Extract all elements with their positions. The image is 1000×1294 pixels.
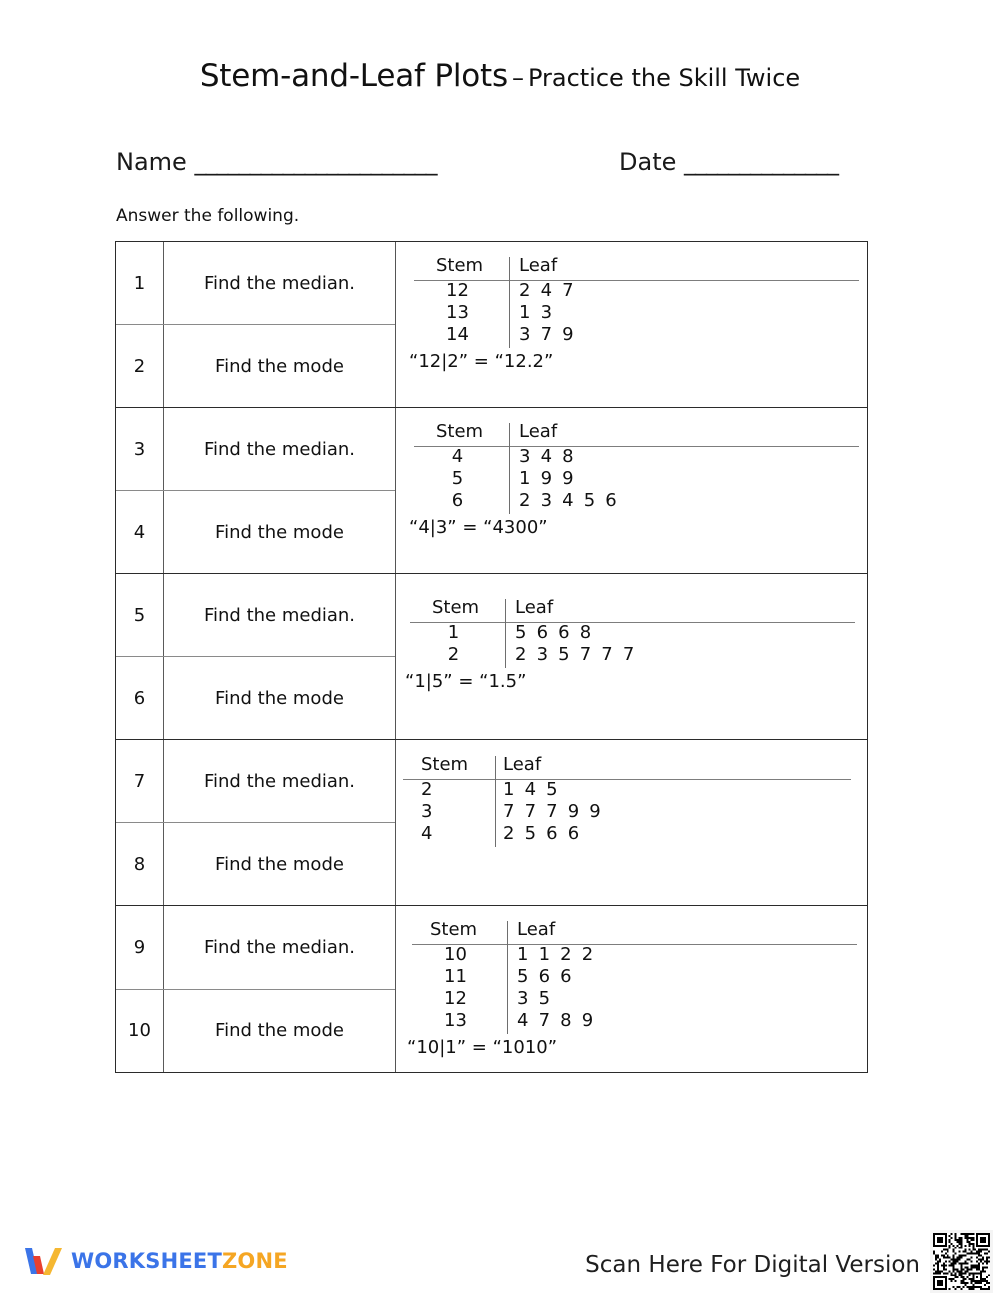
worksheetzone-logo-mark	[22, 1244, 62, 1278]
leaf-values: 1 4 5	[503, 779, 560, 800]
stem-leaf-row	[412, 944, 867, 966]
question-column	[116, 408, 396, 573]
name-date-row	[116, 148, 884, 184]
stem-value: 13	[446, 302, 469, 323]
question-text: Find the mode	[215, 687, 344, 709]
problem-block	[116, 242, 867, 408]
stem-leaf-row	[403, 823, 861, 845]
problem-block	[116, 740, 867, 906]
question-number: 1	[116, 242, 164, 324]
worksheet-table	[115, 241, 868, 1073]
question-row[interactable]	[116, 408, 395, 491]
question-number: 6	[116, 657, 164, 739]
leaf-column-header: Leaf	[519, 255, 558, 276]
stem-leaf-row	[412, 966, 867, 988]
stem-leaf-plot-cell	[396, 408, 867, 573]
question-number: 5	[116, 574, 164, 656]
question-number: 3	[116, 408, 164, 490]
problem-block	[116, 408, 867, 574]
stem-leaf-key: “4|3” = “4300”	[409, 517, 548, 538]
stem-leaf-plot-cell	[396, 574, 867, 739]
question-number: 9	[116, 906, 164, 989]
question-number: 2	[116, 325, 164, 407]
leaf-column-header: Leaf	[515, 597, 554, 618]
question-text: Find the mode	[215, 853, 344, 875]
stem-leaf-row	[403, 801, 861, 823]
question-row[interactable]	[116, 242, 395, 325]
question-row[interactable]	[116, 990, 395, 1073]
stem-leaf-key: “1|5” = “1.5”	[405, 671, 527, 692]
stem-leaf-header	[414, 421, 869, 446]
stem-leaf-row	[403, 779, 861, 801]
question-row[interactable]	[116, 325, 395, 407]
qr-code-image	[933, 1233, 990, 1290]
stem-leaf-row	[410, 644, 865, 666]
logo-text-zone: ZONE	[221, 1249, 288, 1273]
leaf-values: 3 4 8	[519, 446, 576, 467]
stem-leaf-header	[414, 255, 869, 280]
page-title	[0, 58, 1000, 94]
stem-column-header: Stem	[436, 255, 484, 276]
date-label: Date	[619, 148, 677, 176]
question-row[interactable]	[116, 574, 395, 657]
title-dash: –	[511, 64, 524, 92]
stem-value: 4	[451, 446, 464, 467]
leaf-values: 1 1 2 2	[517, 944, 596, 965]
question-row[interactable]	[116, 906, 395, 990]
stem-leaf-row	[414, 490, 869, 512]
question-column	[116, 740, 396, 905]
leaf-values: 3 7 9	[519, 324, 576, 345]
stem-leaf-plot	[403, 754, 861, 845]
qr-code[interactable]	[930, 1230, 993, 1293]
stem-leaf-header	[412, 919, 867, 944]
stem-leaf-row	[412, 988, 867, 1010]
stem-value: 12	[446, 280, 469, 301]
leaf-values: 5 6 6 8	[515, 622, 594, 643]
question-text: Find the mode	[215, 521, 344, 543]
stem-leaf-row	[410, 622, 865, 644]
stem-leaf-header	[403, 754, 861, 779]
stem-column-header: Stem	[436, 421, 484, 442]
question-text: Find the median.	[203, 438, 356, 460]
question-row[interactable]	[116, 823, 395, 905]
stem-value: 2	[447, 644, 460, 665]
stem-value: 11	[444, 966, 467, 987]
stem-value: 5	[451, 468, 464, 489]
logo-text-worksheet: WORKSHEET	[71, 1249, 222, 1273]
leaf-values: 1 3	[519, 302, 555, 323]
leaf-values: 7 7 7 9 9	[503, 801, 603, 822]
stem-column-header: Stem	[430, 919, 478, 940]
stem-value: 14	[446, 324, 469, 345]
stem-leaf-plot	[409, 421, 869, 538]
question-column	[116, 574, 396, 739]
question-text: Find the mode	[215, 355, 344, 377]
stem-leaf-row	[414, 280, 869, 302]
stem-value: 10	[444, 944, 467, 965]
leaf-values: 2 3 4 5 6	[519, 490, 619, 511]
leaf-values: 3 5	[517, 988, 553, 1009]
stem-leaf-plot-cell	[396, 906, 867, 1072]
stem-value: 6	[451, 490, 464, 511]
leaf-column-header: Leaf	[503, 754, 542, 775]
leaf-values: 1 9 9	[519, 468, 576, 489]
question-row[interactable]	[116, 740, 395, 823]
stem-leaf-plot-cell	[396, 242, 867, 407]
question-text: Find the median.	[203, 936, 356, 958]
leaf-column-header: Leaf	[517, 919, 556, 940]
stem-leaf-plot-cell	[396, 740, 867, 905]
title-subtitle: Practice the Skill Twice	[527, 64, 801, 92]
stem-value: 2	[421, 779, 433, 800]
question-row[interactable]	[116, 491, 395, 573]
question-column	[116, 906, 396, 1072]
stem-value: 3	[421, 801, 433, 822]
date-field-group[interactable]	[619, 148, 838, 176]
date-blank-rule[interactable]: ______________	[684, 148, 839, 176]
question-column	[116, 242, 396, 407]
question-text: Find the median.	[203, 604, 356, 626]
page-footer	[0, 1228, 1000, 1294]
problem-block	[116, 574, 867, 740]
instruction-text: Answer the following.	[116, 206, 300, 226]
leaf-column-header: Leaf	[519, 421, 558, 442]
title-main: Stem-and-Leaf Plots	[199, 58, 508, 94]
leaf-values: 2 5 6 6	[503, 823, 582, 844]
worksheetzone-logo[interactable]	[22, 1244, 288, 1278]
stem-leaf-plot	[409, 255, 869, 372]
stem-leaf-key: “10|1” = “1010”	[407, 1037, 558, 1058]
leaf-values: 5 6 6	[517, 966, 574, 987]
stem-value: 13	[444, 1010, 467, 1031]
problem-block	[116, 906, 867, 1072]
question-number: 8	[116, 823, 164, 905]
question-text: Find the median.	[203, 770, 356, 792]
question-number: 7	[116, 740, 164, 822]
question-number: 4	[116, 491, 164, 573]
stem-column-header: Stem	[432, 597, 480, 618]
leaf-values: 4 7 8 9	[517, 1010, 596, 1031]
stem-leaf-plot	[407, 919, 867, 1058]
question-text: Find the mode	[215, 1020, 344, 1042]
name-blank-rule[interactable]: ______________________	[194, 148, 437, 176]
question-text: Find the median.	[203, 272, 356, 294]
stem-leaf-row	[414, 468, 869, 490]
stem-leaf-plot	[405, 597, 865, 692]
leaf-values: 2 3 5 7 7 7	[515, 644, 637, 665]
scan-instruction-text: Scan Here For Digital Version	[585, 1252, 920, 1278]
question-number: 10	[116, 990, 164, 1073]
stem-leaf-row	[414, 302, 869, 324]
logo-wordmark	[71, 1249, 288, 1273]
stem-value: 1	[447, 622, 460, 643]
name-label: Name	[116, 148, 187, 176]
stem-value: 4	[421, 823, 433, 844]
stem-leaf-row	[414, 324, 869, 346]
stem-leaf-row	[412, 1010, 867, 1032]
stem-value: 12	[444, 988, 467, 1009]
stem-leaf-key: “12|2” = “12.2”	[409, 351, 554, 372]
stem-column-header: Stem	[421, 754, 469, 775]
question-row[interactable]	[116, 657, 395, 739]
stem-leaf-header	[410, 597, 865, 622]
name-field-group[interactable]	[116, 148, 436, 176]
leaf-values: 2 4 7	[519, 280, 576, 301]
stem-leaf-row	[414, 446, 869, 468]
